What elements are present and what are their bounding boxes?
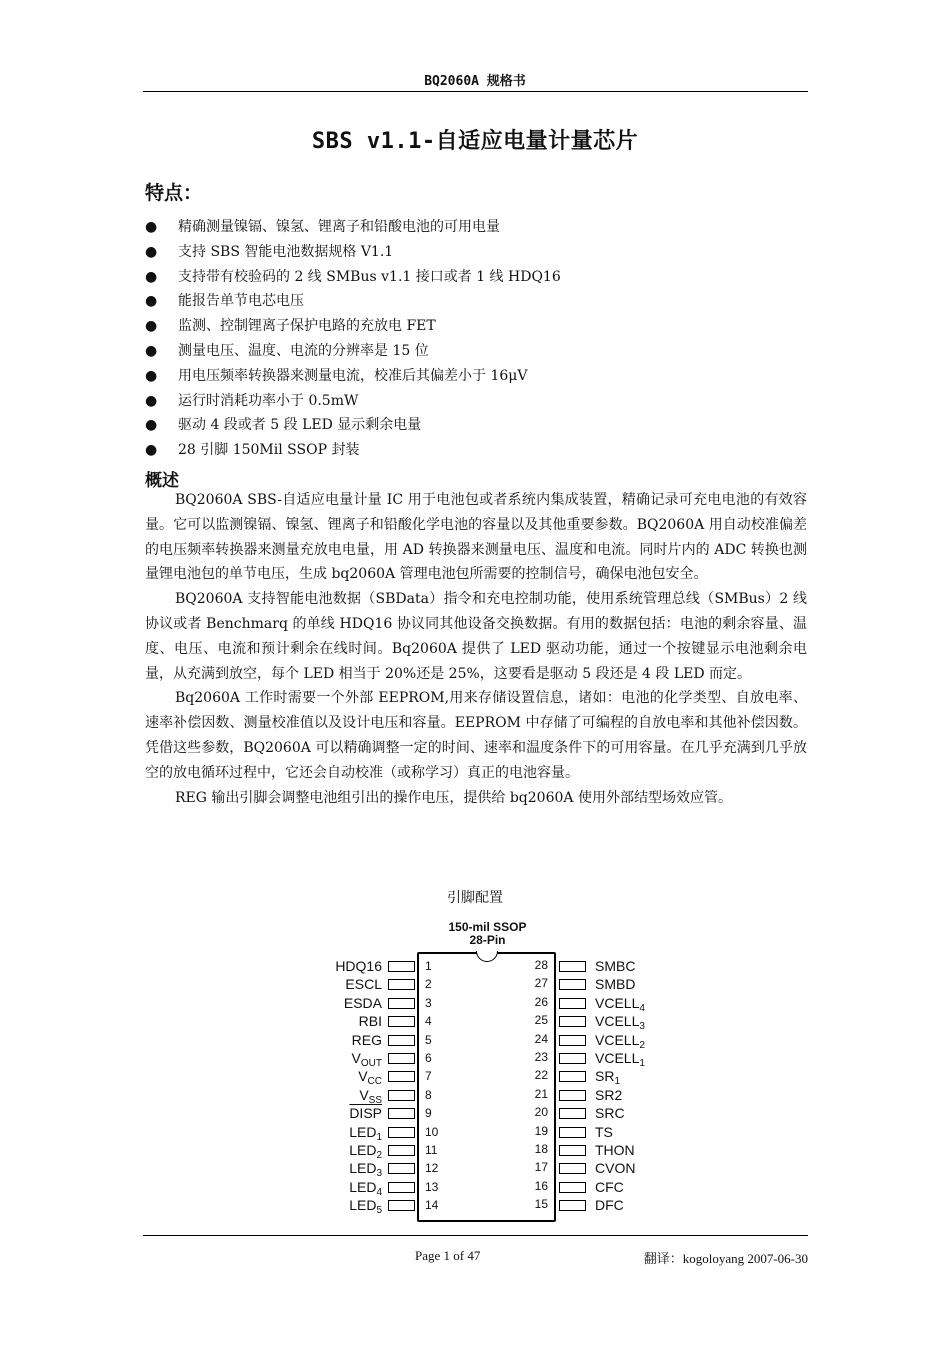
pin-name: LED (349, 1142, 377, 1158)
pin-number: 12 (425, 1161, 439, 1176)
overview-body (145, 488, 807, 810)
pin-lead (559, 1200, 586, 1211)
pin-number: 19 (534, 1123, 548, 1138)
pin-lead (559, 1035, 586, 1046)
pin-lead (559, 979, 586, 990)
overview-paragraph: BQ2060A SBS-自适应电量计量 IC 用于电池包或者系统内集成装置，精确记录可充电电池的有效容量。它可以监测镍镉、镍氢、锂离子和铅酸化学电池的容量以及其他重要参数。BQ2060A 用自动校准偏差的电压频率转换器来测量充放电电量，用 AD 转换器来测量电压、温度和电流。同时片内的 ADC 转换也测量锂电池包的单节电压，生成 bq2060A 管理电池包所需要的控制信号，确保电池包安全。 (145, 492, 807, 583)
pin-lead (388, 1163, 415, 1174)
overview-paragraph: Bq2060A 工作时需要一个外部 EEPROM,用来存储设置信息，诸如：电池的化学类型、自放电率、速率补偿因数、测量校准值以及设计电压和容量。EEPROM 中存储了可编程的自放电率和其他补偿因数。凭借这些参数，BQ2060A 可以精确调整一定的时间、速率和温度条件下的可用容量。在几乎充满到几乎放空的放电循环过程中，它还会自动校准（或称学习）真正的电池容量。 (145, 690, 807, 781)
pin-name: RBI (358, 1013, 382, 1030)
pin-number: 10 (425, 1124, 439, 1139)
pin-label (349, 1123, 382, 1143)
feature-item: ● 用电压频率转换器来测量电流，校准后其偏差小于 16μV (145, 364, 561, 389)
pin-lead (559, 961, 586, 972)
pin-name: SRC (595, 1105, 625, 1122)
pin-number: 17 (534, 1160, 548, 1175)
pin-label (595, 1013, 645, 1033)
pin-number: 27 (534, 976, 548, 991)
pin-lead (559, 1090, 586, 1101)
pin-label (344, 996, 382, 1010)
pin-name: VCELL (595, 994, 640, 1011)
pin-label (352, 1033, 382, 1047)
pin-label (349, 1197, 382, 1217)
pin-label (349, 1160, 382, 1180)
pin-lead (559, 1053, 586, 1064)
pin-name: THON (595, 1142, 635, 1158)
pin-lead (388, 1053, 415, 1064)
pin-label (595, 994, 645, 1014)
pin-number: 13 (425, 1179, 439, 1194)
pin-lead (388, 1071, 415, 1082)
pin-name: SR (595, 1068, 615, 1085)
bullet-icon: ● (145, 243, 158, 260)
overview-paragraph: REG 输出引脚会调整电池组引出的操作电压，提供给 bq2060A 使用外部结型场效应管。 (175, 789, 732, 806)
pin-label (595, 1106, 625, 1120)
feature-item: ● 运行时消耗功率小于 0.5mW (145, 389, 561, 414)
pin-name: V (351, 1050, 361, 1066)
pin-number: 14 (425, 1198, 439, 1213)
pin-number: 16 (534, 1178, 548, 1193)
pin-lead (388, 961, 415, 972)
pin-number: 26 (534, 994, 548, 1009)
pin-name-subscript: CC (367, 1076, 382, 1088)
pin-lead (388, 1035, 415, 1046)
pin-lead (559, 998, 586, 1009)
pin-name: V (358, 1068, 368, 1085)
pin-label (595, 1161, 635, 1175)
pin-number: 18 (534, 1142, 548, 1156)
bullet-icon: ● (145, 293, 158, 310)
pin-lead (388, 1016, 415, 1027)
pin-name-subscript: 1 (376, 1131, 382, 1143)
pin-label (595, 1088, 622, 1102)
pin-name-subscript: 1 (639, 1058, 645, 1069)
pin-lead (559, 1127, 586, 1138)
pin-name: SMBC (595, 958, 636, 974)
pin-name: HDQ16 (335, 958, 382, 974)
pin-lead (388, 1200, 415, 1211)
pin-name: DISP (349, 1105, 382, 1122)
pin-label (359, 1086, 382, 1106)
pin-lead (388, 1090, 415, 1101)
bullet-icon: ● (145, 392, 158, 409)
feature-item: ● 支持带有校验码的 2 线 SMBus v1.1 接口或者 1 线 HDQ16 (145, 265, 561, 290)
pin-lead (559, 1145, 586, 1156)
pin-lead (388, 1127, 415, 1138)
pin-number: 8 (425, 1087, 432, 1102)
pin-name-subscript: 5 (376, 1205, 382, 1217)
pin-name: SMBD (595, 976, 636, 993)
pin-label (595, 977, 635, 991)
pin-number: 2 (425, 977, 432, 992)
pin-name: VCELL (595, 1013, 640, 1030)
pin-name: VCELL (595, 1031, 640, 1048)
pin-label (335, 959, 382, 973)
pin-name-subscript: 2 (376, 1150, 382, 1161)
feature-item: ● 28 引脚 150Mil SSOP 封装 (145, 438, 561, 463)
pin-lead (559, 1108, 586, 1119)
pin-name: LED (349, 1197, 377, 1214)
running-header: BQ2060A 规格书 (424, 74, 526, 89)
pin-name-subscript: 3 (639, 1021, 645, 1033)
pin-name: TS (595, 1123, 613, 1140)
pin-label (595, 1125, 613, 1139)
pin-name: V (359, 1086, 369, 1103)
pin-label (349, 1106, 382, 1120)
pin-number: 15 (534, 1197, 548, 1212)
pin-number: 25 (534, 1013, 548, 1028)
pin-label (595, 1143, 635, 1157)
pin-count-label: 28-Pin (469, 933, 506, 947)
bullet-icon: ● (145, 442, 158, 459)
document-title: SBS v1.1-自适应电量计量芯片 (311, 129, 639, 154)
pin-name: LED (349, 1123, 377, 1140)
pin-name: CFC (595, 1178, 624, 1195)
features-list (145, 215, 561, 463)
pin-label (595, 1050, 645, 1069)
pin-label (349, 1178, 382, 1198)
feature-item: ● 监测、控制锂离子保护电路的充放电 FET (145, 314, 561, 339)
pin-name: REG (351, 1031, 382, 1048)
pin-lead (388, 979, 415, 990)
pin-lead (388, 1145, 415, 1156)
footer-rule (143, 1235, 808, 1236)
bullet-icon: ● (145, 367, 158, 384)
pin-name-subscript: 3 (376, 1168, 382, 1180)
pin-label (358, 1068, 382, 1088)
pin-name-subscript: 1 (614, 1076, 621, 1088)
pin-name-subscript: 2 (639, 1039, 645, 1051)
bullet-icon: ● (145, 219, 158, 235)
header-rule (143, 91, 808, 92)
pin-label (359, 1014, 382, 1028)
pin-number: 9 (425, 1106, 432, 1121)
pinout-caption: 引脚配置 (447, 890, 503, 906)
pin-label (595, 1198, 624, 1212)
bullet-icon: ● (145, 342, 158, 359)
pin-number: 7 (425, 1069, 432, 1084)
feature-item: ● 精确测量镍镉、镍氢、锂离子和铅酸电池的可用电量 (145, 215, 561, 240)
pin-label (595, 1031, 645, 1051)
pin-name: SR2 (595, 1086, 623, 1103)
pin-name: LED (349, 1178, 377, 1195)
translator-credit: 翻译：kogoloyang 2007-06-30 (643, 1251, 808, 1266)
pin-number: 6 (425, 1051, 432, 1065)
pin-name-subscript: SS (368, 1094, 382, 1106)
pin-lead (559, 1016, 586, 1027)
pin-name-subscript: 4 (376, 1186, 382, 1198)
pin-name: CVON (595, 1160, 636, 1177)
pin-number: 11 (425, 1143, 438, 1157)
pin-number: 21 (534, 1086, 548, 1101)
pin-lead (559, 1182, 586, 1193)
page-number: Page 1 of 47 (415, 1248, 481, 1263)
pin-label (595, 1180, 624, 1194)
pin-lead (388, 1108, 415, 1119)
feature-item: ● 能报告单节电芯电压 (145, 289, 561, 314)
pin-number: 24 (534, 1031, 548, 1046)
pin-number: 4 (425, 1014, 432, 1029)
bullet-icon: ● (145, 318, 158, 335)
pin-lead (559, 1163, 586, 1174)
pin-lead (388, 998, 415, 1009)
package-label: 150-mil SSOP (448, 920, 527, 934)
pin-name: VCELL (595, 1050, 640, 1066)
feature-item: ● 驱动 4 段或者 5 段 LED 显示剩余电量 (145, 413, 561, 438)
pin-number: 20 (534, 1105, 548, 1120)
pin-number: 23 (534, 1050, 548, 1064)
pin-number: 5 (425, 1032, 432, 1047)
pin-name-subscript: OUT (360, 1058, 382, 1069)
pin-label (345, 977, 382, 991)
features-heading: 特点： (145, 182, 203, 204)
pin-label (349, 1142, 382, 1161)
pin-number: 1 (425, 959, 432, 973)
pin-label (595, 1068, 621, 1088)
pin-name: DFC (595, 1197, 624, 1214)
feature-item: ● 支持 SBS 智能电池数据规格 V1.1 (145, 240, 561, 265)
overview-paragraph: BQ2060A 支持智能电池数据（SBData）指令和充电控制功能，使用系统管理总线（SMBus）2 线协议或者 Benchmarq 的单线 HDQ16 协议同其他设备交换数据。有用的数据包括：电池的剩余容量、温度、电压、电流和预计剩余在线时间。Bq2060A 提供了 LED 驱动功能，通过一个按键显示电池剩余电量，从充满到放空，每个 LED 相当于 20%还是 25%，这要看是驱动 5 段还是 4 段 LED 而定。 (145, 591, 807, 682)
pin-number: 22 (534, 1068, 548, 1083)
pin-name: ESCL (345, 976, 382, 993)
pin-label (351, 1050, 382, 1069)
overview-heading: 概述 (145, 471, 179, 491)
feature-item: ● 测量电压、温度、电流的分辨率是 15 位 (145, 339, 561, 364)
bullet-icon: ● (145, 417, 158, 434)
pin-lead (559, 1071, 586, 1082)
pin-lead (388, 1182, 415, 1193)
pin-label (595, 959, 635, 973)
pin-name: LED (349, 1160, 377, 1177)
bullet-icon: ● (145, 268, 158, 285)
pin-number: 28 (534, 958, 548, 972)
pin-name-subscript: 4 (639, 1002, 645, 1014)
pin-number: 3 (425, 995, 432, 1010)
pin-name: ESDA (343, 994, 382, 1011)
